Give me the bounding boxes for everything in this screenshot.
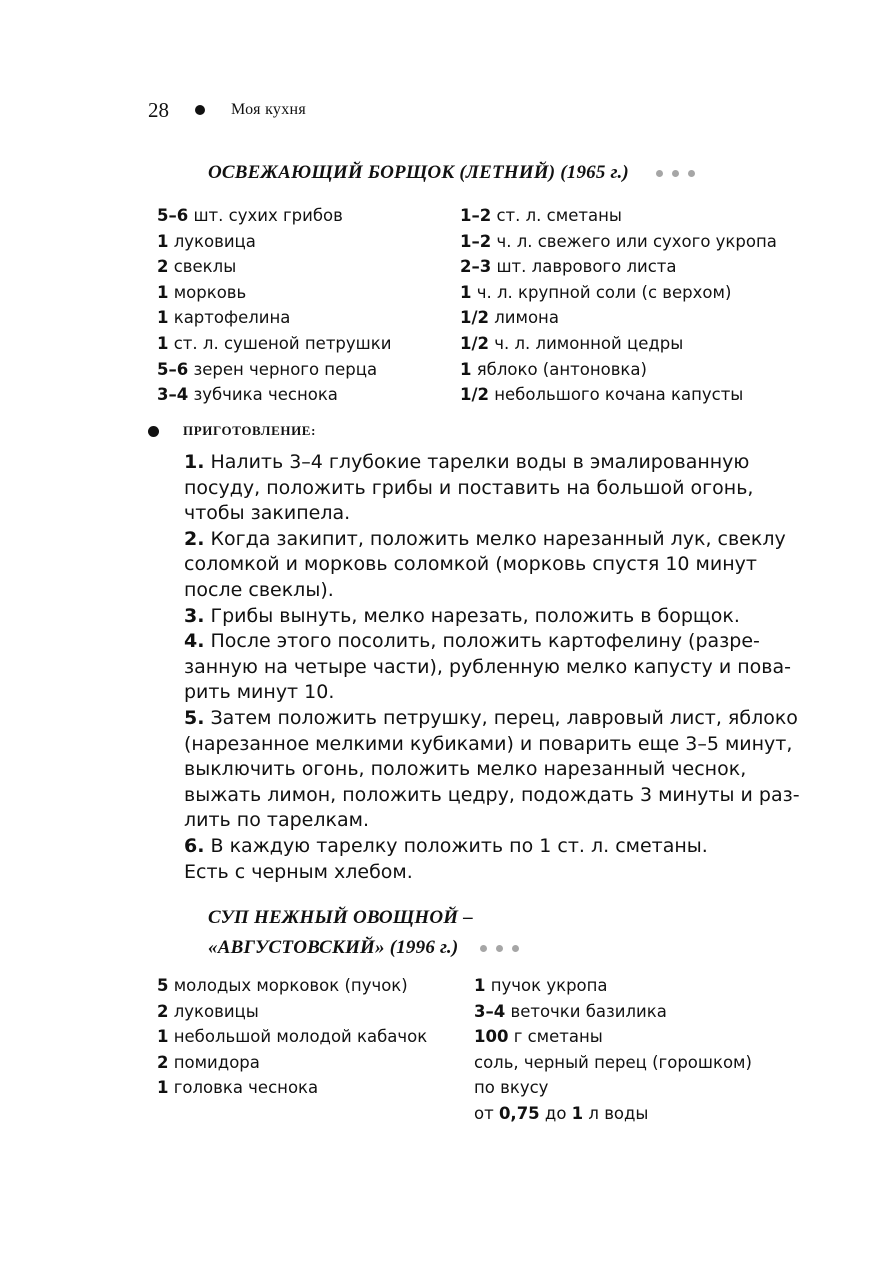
step-text: после свеклы). — [184, 578, 334, 601]
ingredient-text: яблоко (антоновка) — [471, 359, 647, 379]
ingredient-text: шт. лаврового листа — [491, 257, 677, 277]
step-text: чтобы закипела. — [184, 502, 351, 525]
recipe-1-ingredients-left — [157, 203, 391, 408]
header-bullet-icon — [195, 105, 205, 115]
ingredient-item — [474, 1050, 752, 1076]
ingredient-quantity: 2 — [157, 1052, 169, 1072]
recipe-2-title-line-2 — [208, 933, 519, 963]
ingredient-quantity: 100 — [474, 1027, 509, 1047]
step-text: В каждую тарелку положить по 1 ст. л. сметаны. — [204, 834, 708, 857]
ingredient-quantity: 1/2 — [460, 308, 489, 328]
ingredient-item — [157, 999, 427, 1025]
ingredient-quantity: 1 — [157, 1027, 169, 1047]
ingredient-quantity: 1 — [157, 1078, 169, 1098]
ingredient-quantity: 1/2 — [460, 333, 489, 353]
ingredient-text: г сметаны — [508, 1027, 603, 1047]
ingredient-item — [474, 999, 752, 1025]
ingredient-text: ст. л. сметаны — [491, 206, 622, 225]
ingredient-quantity: 1 — [571, 1103, 584, 1123]
step-text: Когда закипит, положить мелко нарезанный лук, свеклу — [204, 527, 786, 550]
bullet-icon — [148, 426, 159, 437]
step-line — [184, 629, 784, 655]
step-line — [184, 655, 791, 681]
ingredient-quantity: 5 — [157, 976, 169, 995]
step-text: Есть с черным хлебом. — [184, 860, 413, 883]
step-text: Налить 3–4 глубокие тарелки воды в эмалированную — [204, 451, 750, 473]
ingredient-item — [157, 1050, 427, 1076]
ingredient-item — [474, 973, 752, 999]
ingredient-quantity: 2 — [157, 257, 169, 277]
step-text: соломкой и морковь соломкой (морковь спустя 10 минут — [184, 553, 757, 576]
step-line — [184, 860, 784, 886]
ingredient-quantity: 3–4 — [157, 385, 189, 405]
ingredient-item — [157, 382, 391, 408]
ornament-dots-icon — [656, 170, 695, 177]
ingredient-quantity: 5–6 — [157, 359, 189, 379]
ingredient-quantity: 1 — [157, 333, 169, 353]
ingredient-quantity: 1–2 — [460, 231, 492, 251]
ingredient-item — [157, 1024, 427, 1050]
ingredient-quantity: 1 — [157, 231, 169, 251]
ingredient-item — [157, 254, 391, 280]
step-number: 3. — [184, 604, 205, 627]
step-number: 4. — [184, 630, 205, 653]
step-line — [184, 578, 784, 604]
step-text: выключить огонь, положить мелко нарезанный чеснок, — [184, 758, 747, 781]
ingredient-quantity: 2–3 — [460, 257, 492, 277]
ingredient-quantity: 1 — [460, 282, 472, 302]
ingredient-text: картофелина — [168, 308, 291, 328]
preparation-steps — [184, 450, 800, 885]
ingredient-text: луковицы — [168, 1001, 259, 1021]
ingredient-text: соль, черный перец (горошком) — [474, 1052, 752, 1072]
step-line — [184, 501, 784, 527]
ingredient-text: молодых морковок (пучок) — [168, 976, 408, 995]
step-number: 6. — [184, 834, 205, 857]
step-text: рить минут 10. — [184, 681, 335, 704]
ingredient-item — [460, 280, 777, 306]
step-line — [184, 552, 784, 578]
ingredient-quantity: 1 — [460, 359, 472, 379]
step-text: Грибы вынуть, мелко нарезать, положить в борщок. — [204, 604, 740, 627]
ingredient-item — [157, 280, 391, 306]
ingredient-text: пучок укропа — [485, 976, 608, 995]
ingredient-item — [157, 357, 391, 383]
ingredient-quantity: 3–4 — [474, 1001, 506, 1021]
recipe-1-ingredients-right — [460, 203, 777, 408]
ingredient-text: ст. л. сушеной петрушки — [168, 333, 392, 353]
recipe-2-title-line-2-text: «АВГУСТОВСКИЙ» (1996 г.) — [208, 937, 459, 958]
ingredient-item — [157, 305, 391, 331]
ingredient-quantity: 5–6 — [157, 206, 189, 225]
ingredient-item — [460, 305, 777, 331]
ingredient-quantity: 2 — [157, 1001, 169, 1021]
recipe-2-title-line-1: СУП НЕЖНЫЙ ОВОЩНОЙ – — [208, 907, 473, 928]
ingredient-item — [460, 254, 777, 280]
recipe-1-title-text: ОСВЕЖАЮЩИЙ БОРЩОК (ЛЕТНИЙ) (1965 г.) — [208, 162, 629, 183]
ingredient-text: веточки базилика — [505, 1001, 667, 1021]
ingredient-text: по вкусу — [474, 1078, 549, 1098]
ingredient-quantity: 1 — [157, 308, 169, 328]
ingredient-text: морковь — [168, 282, 247, 302]
running-title: Моя кухня — [231, 101, 307, 118]
ingredient-text: ч. л. свежего или сухого укропа — [491, 231, 777, 251]
ingredient-item — [157, 203, 391, 229]
ingredient-quantity: 1 — [157, 282, 169, 302]
step-text: После этого посолить, положить картофелину (разре- — [204, 630, 760, 653]
page-header — [148, 96, 306, 124]
step-text: посуду, положить грибы и поставить на большой огонь, — [184, 476, 754, 499]
ingredient-text: небольшой молодой кабачок — [168, 1027, 428, 1047]
ingredient-quantity: 1–2 — [460, 206, 492, 225]
ingredient-text: до — [539, 1103, 572, 1123]
recipe-2-ingredients-right — [474, 973, 752, 1127]
ingredient-text: зубчика чеснока — [188, 385, 338, 405]
ingredient-quantity: 0,75 — [498, 1103, 540, 1123]
step-line — [184, 834, 784, 860]
ingredient-text: свеклы — [168, 257, 237, 277]
ingredient-text: луковица — [168, 231, 256, 251]
ingredient-item — [460, 331, 777, 357]
recipe-2-ingredients-left — [157, 973, 427, 1101]
ingredient-item — [460, 382, 777, 408]
ingredient-item — [474, 1075, 752, 1101]
ingredient-text: небольшого кочана капусты — [489, 385, 744, 405]
ingredient-text: л воды — [583, 1103, 649, 1123]
step-text: занную на четыре части), рубленную мелко капусту и пова- — [184, 655, 791, 678]
recipe-2-title — [208, 903, 519, 963]
ornament-dots-icon — [480, 945, 519, 952]
step-number: 1. — [184, 451, 205, 473]
step-line — [184, 680, 784, 706]
ingredient-quantity: 1/2 — [460, 385, 489, 405]
step-line — [184, 476, 784, 502]
ingredient-item — [460, 357, 777, 383]
step-number: 5. — [184, 706, 205, 729]
step-line — [184, 604, 784, 630]
step-text: лить по тарелкам. — [184, 809, 369, 832]
ingredient-text: шт. сухих грибов — [188, 206, 343, 225]
ingredient-item — [157, 331, 391, 357]
step-text: выжать лимон, положить цедру, подождать 3 минуты и раз- — [184, 783, 800, 806]
step-text: Затем положить петрушку, перец, лавровый лист, яблоко — [204, 706, 798, 729]
ingredient-item — [460, 229, 777, 255]
step-line — [184, 757, 784, 783]
preparation-label: ПРИГОТОВЛЕНИЕ: — [183, 423, 316, 438]
page-number: 28 — [148, 97, 169, 122]
step-line — [184, 706, 798, 732]
ingredient-item — [157, 1075, 427, 1101]
step-text: (нарезанное мелкими кубиками) и поварить еще 3–5 минут, — [184, 732, 793, 755]
step-line — [184, 450, 784, 476]
ingredient-item — [157, 229, 391, 255]
ingredient-text: от — [474, 1103, 499, 1123]
step-number: 2. — [184, 527, 205, 550]
preparation-heading — [148, 418, 316, 444]
recipe-1-title — [208, 158, 695, 188]
ingredient-item — [460, 203, 777, 229]
ingredient-item — [157, 973, 427, 999]
ingredient-text: ч. л. лимонной цедры — [489, 333, 684, 353]
step-line — [184, 783, 800, 809]
step-line — [184, 732, 793, 758]
ingredient-text: головка чеснока — [168, 1078, 319, 1098]
ingredient-text: лимона — [489, 308, 559, 328]
ingredient-item — [474, 1024, 752, 1050]
ingredient-text: помидора — [168, 1052, 260, 1072]
ingredient-text: ч. л. крупной соли (с верхом) — [471, 282, 732, 302]
ingredient-text: зерен черного перца — [188, 359, 378, 379]
ingredient-item — [474, 1101, 752, 1127]
step-line — [184, 527, 784, 553]
ingredient-quantity: 1 — [474, 976, 486, 995]
step-line — [184, 808, 784, 834]
